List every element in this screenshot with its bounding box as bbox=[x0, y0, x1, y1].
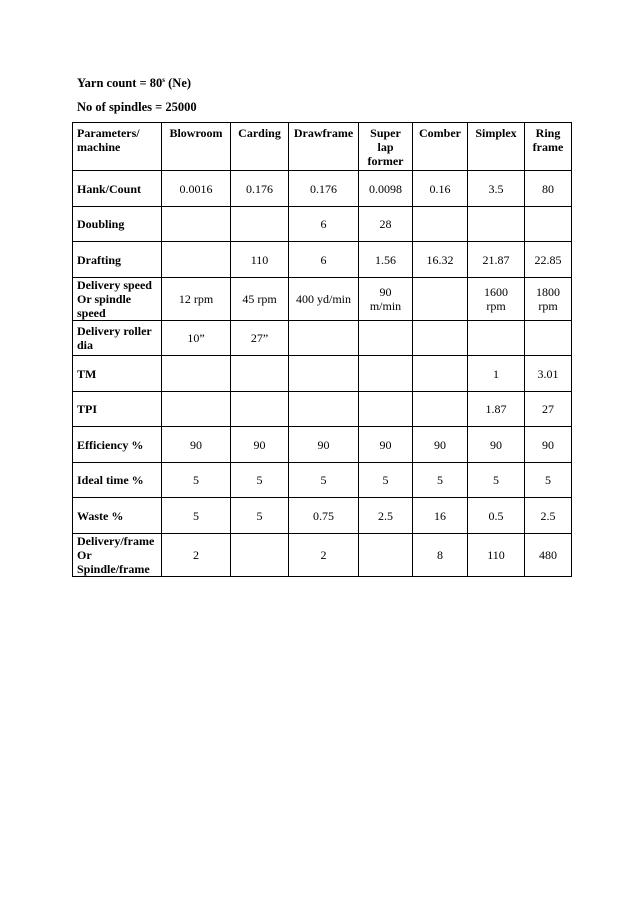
column-header: Blowroom bbox=[162, 123, 231, 171]
table-cell: 0.0016 bbox=[162, 171, 231, 207]
row-label: TM bbox=[73, 356, 162, 392]
table-row bbox=[73, 356, 572, 392]
table-row bbox=[73, 321, 572, 356]
table-cell: 0.16 bbox=[413, 171, 468, 207]
table-header-row bbox=[73, 123, 572, 171]
table-cell bbox=[162, 392, 231, 427]
table-cell bbox=[359, 534, 413, 577]
yarn-count-heading bbox=[77, 76, 191, 91]
table-cell: 5 bbox=[289, 463, 359, 498]
row-label: TPI bbox=[73, 392, 162, 427]
table-cell: 3.01 bbox=[525, 356, 572, 392]
table-cell bbox=[162, 356, 231, 392]
table-cell: 90 bbox=[162, 427, 231, 463]
table-cell: 90 bbox=[231, 427, 289, 463]
table-cell bbox=[359, 356, 413, 392]
row-label: Ideal time % bbox=[73, 463, 162, 498]
table-cell bbox=[289, 392, 359, 427]
table-cell: 5 bbox=[525, 463, 572, 498]
table-cell: 22.85 bbox=[525, 242, 572, 278]
table-cell: 21.87 bbox=[468, 242, 525, 278]
table-cell bbox=[468, 207, 525, 242]
table-cell: 400 yd/min bbox=[289, 278, 359, 321]
table-cell: 5 bbox=[162, 463, 231, 498]
table-cell bbox=[162, 242, 231, 278]
row-label: Delivery speed Or spindle speed bbox=[73, 278, 162, 321]
table-body bbox=[73, 171, 572, 577]
table-cell bbox=[413, 356, 468, 392]
table-cell bbox=[468, 321, 525, 356]
table-row bbox=[73, 278, 572, 321]
table-cell bbox=[413, 392, 468, 427]
table-cell: 1.56 bbox=[359, 242, 413, 278]
table-cell: 2.5 bbox=[525, 498, 572, 534]
table-cell: 80 bbox=[525, 171, 572, 207]
row-label: Delivery/frame Or Spindle/frame bbox=[73, 534, 162, 577]
row-label: Hank/Count bbox=[73, 171, 162, 207]
table-cell: 0.176 bbox=[289, 171, 359, 207]
table-cell: 480 bbox=[525, 534, 572, 577]
row-label: Delivery roller dia bbox=[73, 321, 162, 356]
spindles-heading: No of spindles = 25000 bbox=[77, 100, 197, 114]
table-cell: 6 bbox=[289, 207, 359, 242]
table-cell bbox=[162, 207, 231, 242]
table-cell bbox=[231, 534, 289, 577]
table-row bbox=[73, 427, 572, 463]
table-cell: 16.32 bbox=[413, 242, 468, 278]
table-cell: 16 bbox=[413, 498, 468, 534]
table-cell: 0.75 bbox=[289, 498, 359, 534]
table-cell bbox=[289, 356, 359, 392]
table-row bbox=[73, 534, 572, 577]
table-cell: 2.5 bbox=[359, 498, 413, 534]
column-header: Carding bbox=[231, 123, 289, 171]
table-row bbox=[73, 171, 572, 207]
table-cell: 1 bbox=[468, 356, 525, 392]
table-cell: 0.0098 bbox=[359, 171, 413, 207]
row-label: Efficiency % bbox=[73, 427, 162, 463]
row-label: Drafting bbox=[73, 242, 162, 278]
row-label: Waste % bbox=[73, 498, 162, 534]
table-cell: 45 rpm bbox=[231, 278, 289, 321]
table-cell: 90 bbox=[413, 427, 468, 463]
yarn-count-suffix: (Ne) bbox=[165, 76, 192, 90]
table-cell bbox=[413, 207, 468, 242]
table-cell: 6 bbox=[289, 242, 359, 278]
table-cell: 2 bbox=[162, 534, 231, 577]
table-cell: 12 rpm bbox=[162, 278, 231, 321]
table-cell: 90 bbox=[359, 427, 413, 463]
table-cell: 90 m/min bbox=[359, 278, 413, 321]
table-cell: 27” bbox=[231, 321, 289, 356]
yarn-count-prefix: Yarn count = 80 bbox=[77, 76, 163, 90]
table-cell bbox=[289, 321, 359, 356]
table-cell bbox=[359, 392, 413, 427]
row-label: Doubling bbox=[73, 207, 162, 242]
table-cell: 27 bbox=[525, 392, 572, 427]
table-cell bbox=[231, 207, 289, 242]
table-cell: 5 bbox=[231, 463, 289, 498]
table-cell bbox=[231, 392, 289, 427]
table-cell: 5 bbox=[162, 498, 231, 534]
table-cell: 90 bbox=[468, 427, 525, 463]
table-row bbox=[73, 392, 572, 427]
table-cell: 2 bbox=[289, 534, 359, 577]
column-header: Super lap former bbox=[359, 123, 413, 171]
column-header: Drawframe bbox=[289, 123, 359, 171]
table-cell: 110 bbox=[231, 242, 289, 278]
table-cell: 3.5 bbox=[468, 171, 525, 207]
table-cell: 1800 rpm bbox=[525, 278, 572, 321]
table-cell: 8 bbox=[413, 534, 468, 577]
table-cell: 0.176 bbox=[231, 171, 289, 207]
yarn-count-superscript: s bbox=[162, 76, 165, 84]
column-header: Ring frame bbox=[525, 123, 572, 171]
table-row bbox=[73, 242, 572, 278]
table-cell: 5 bbox=[231, 498, 289, 534]
table-cell bbox=[413, 278, 468, 321]
table-cell bbox=[231, 356, 289, 392]
table-cell: 90 bbox=[525, 427, 572, 463]
table-cell: 0.5 bbox=[468, 498, 525, 534]
table-cell: 1.87 bbox=[468, 392, 525, 427]
table-cell: 5 bbox=[359, 463, 413, 498]
table-cell bbox=[525, 321, 572, 356]
table-row bbox=[73, 498, 572, 534]
machine-parameters-table bbox=[72, 122, 572, 577]
column-header: Comber bbox=[413, 123, 468, 171]
table-cell bbox=[525, 207, 572, 242]
table-row bbox=[73, 463, 572, 498]
table-cell bbox=[413, 321, 468, 356]
table-cell: 110 bbox=[468, 534, 525, 577]
table-cell: 5 bbox=[413, 463, 468, 498]
table-cell: 90 bbox=[289, 427, 359, 463]
table-cell: 5 bbox=[468, 463, 525, 498]
column-header-parameters: Parameters/ machine bbox=[73, 123, 162, 171]
table-cell: 28 bbox=[359, 207, 413, 242]
column-header: Simplex bbox=[468, 123, 525, 171]
table-row bbox=[73, 207, 572, 242]
table-cell bbox=[359, 321, 413, 356]
table-cell: 1600 rpm bbox=[468, 278, 525, 321]
table-cell: 10” bbox=[162, 321, 231, 356]
